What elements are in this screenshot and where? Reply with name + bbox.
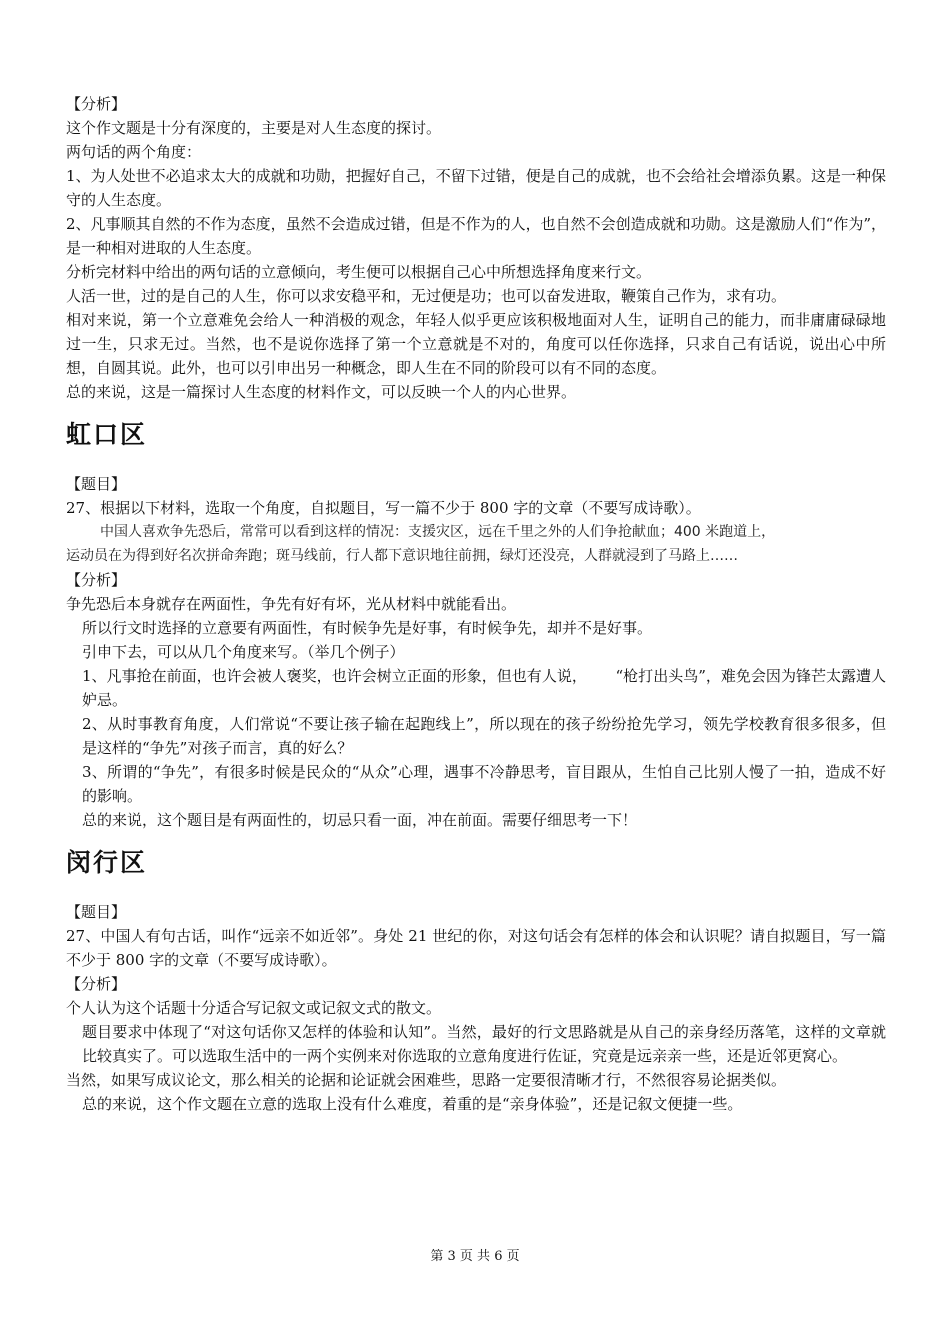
- paragraph: 个人认为这个话题十分适合写记叙文或记叙文式的散文。: [66, 999, 442, 1017]
- paragraph: 当然，如果写成议论文，那么相关的论据和论证就会困难些，思路一定要很清晰才行，不然很容易论据类似。: [66, 1071, 787, 1089]
- paragraph: 2、凡事顺其自然的不作为态度，虽然不会造成过错，但是不作为的人，也自然不会创造成就和功勋。这是激励人们“作为”，是一种相对进取的人生态度。: [66, 215, 886, 257]
- section-heading-hongkou: 虹口区: [66, 420, 148, 449]
- paragraph: 题目要求中体现了“对这句话你又怎样的体验和认知”。当然，最好的行文思路就是从自己的亲身经历落笔，这样的文章就比较真实了。可以选取生活中的一两个实例来对你选取的立意角度进行佐证，究竟是远亲亲一些，还是近邻更窝心。: [82, 1023, 886, 1065]
- topic-label: 【题目】: [66, 475, 127, 493]
- material-quote: 运动员在为得到好名次拼命奔跑；斑马线前，行人都下意识地往前拥，绿灯还没亮，人群就浸到了马路上……: [66, 548, 738, 564]
- essay-prompt: 27、中国人有句古话，叫作“远亲不如近邻”。身处 21 世纪的你，对这句话会有怎样的体会和认识呢？请自拟题目，写一篇不少于 800 字的文章（不要写成诗歌）。: [66, 927, 886, 969]
- paragraph: 1、凡事抢在前面，也许会被人褒奖，也许会树立正面的形象，但也有人说， “枪打出头鸟”，难免会因为锋芒太露遭人妒忌。: [82, 667, 886, 709]
- paragraph: 总的来说，这是一篇探讨人生态度的材料作文，可以反映一个人的内心世界。: [66, 383, 577, 401]
- paragraph: 相对来说，第一个立意难免会给人一种消极的观念，年轻人似乎更应该积极地面对人生，证明自己的能力，而非庸庸碌碌地过一生，只求无过。当然，也不是说你选择了第一个立意就是不对的，角度可以任你选择，只求自己有话说，说出心中所想，自圆其说。此外，也可以引申出另一种概念，即人生在不同的阶段可以有不同的态度。: [66, 311, 886, 377]
- paragraph: 两句话的两个角度：: [66, 143, 202, 161]
- paragraph: 总的来说，这个题目是有两面性的，切忌只看一面，冲在前面。需要仔细思考一下！: [82, 811, 638, 829]
- paragraph: 这个作文题是十分有深度的，主要是对人生态度的探讨。: [66, 119, 442, 137]
- analysis-label: 【分析】: [66, 975, 127, 993]
- paragraph: 1、为人处世不必追求太大的成就和功勋，把握好自己，不留下过错，便是自己的成就，也不会给社会增添负累。这是一种保守的人生态度。: [66, 167, 886, 209]
- paragraph: 2、从时事教育角度，人们常说“不要让孩子输在起跑线上”，所以现在的孩子纷纷抢先学习，领先学校教育很多很多，但是这样的“争先”对孩子而言，真的好么？: [82, 715, 886, 757]
- paragraph: 人活一世，过的是自己的人生，你可以求安稳平和，无过便是功；也可以奋发进取，鞭策自己作为，求有功。: [66, 287, 787, 305]
- paragraph: 3、所谓的“争先”，有很多时候是民众的“从众”心理，遇事不冷静思考，盲目跟从，生怕自己比别人慢了一拍，造成不好的影响。: [82, 763, 886, 805]
- section-heading-minhang: 闵行区: [66, 848, 148, 877]
- essay-prompt: 27、根据以下材料，选取一个角度，自拟题目，写一篇不少于 800 字的文章（不要写成诗歌）。: [66, 499, 701, 517]
- analysis-label: 【分析】: [66, 95, 127, 113]
- document-body: [66, 92, 886, 1116]
- paragraph: 争先恐后本身就存在两面性，争先有好有坏，光从材料中就能看出。: [66, 595, 517, 613]
- paragraph: 引申下去，可以从几个角度来写。（举几个例子）: [82, 643, 405, 661]
- analysis-label: 【分析】: [66, 571, 127, 589]
- page-number: 第 3 页 共 6 页: [430, 1249, 520, 1264]
- paragraph: 分析完材料中给出的两句话的立意倾向，考生便可以根据自己心中所想选择角度来行文。: [66, 263, 652, 281]
- topic-label: 【题目】: [66, 903, 127, 921]
- material-quote: 中国人喜欢争先恐后，常常可以看到这样的情况：支援灾区，远在千里之外的人们争抢献血；400 米跑道上，: [100, 524, 776, 540]
- paragraph: 总的来说，这个作文题在立意的选取上没有什么难度，着重的是“亲身体验”，还是记叙文便捷一些。: [82, 1095, 743, 1113]
- paragraph: 所以行文时选择的立意要有两面性，有时候争先是好事，有时候争先，却并不是好事。: [82, 619, 653, 637]
